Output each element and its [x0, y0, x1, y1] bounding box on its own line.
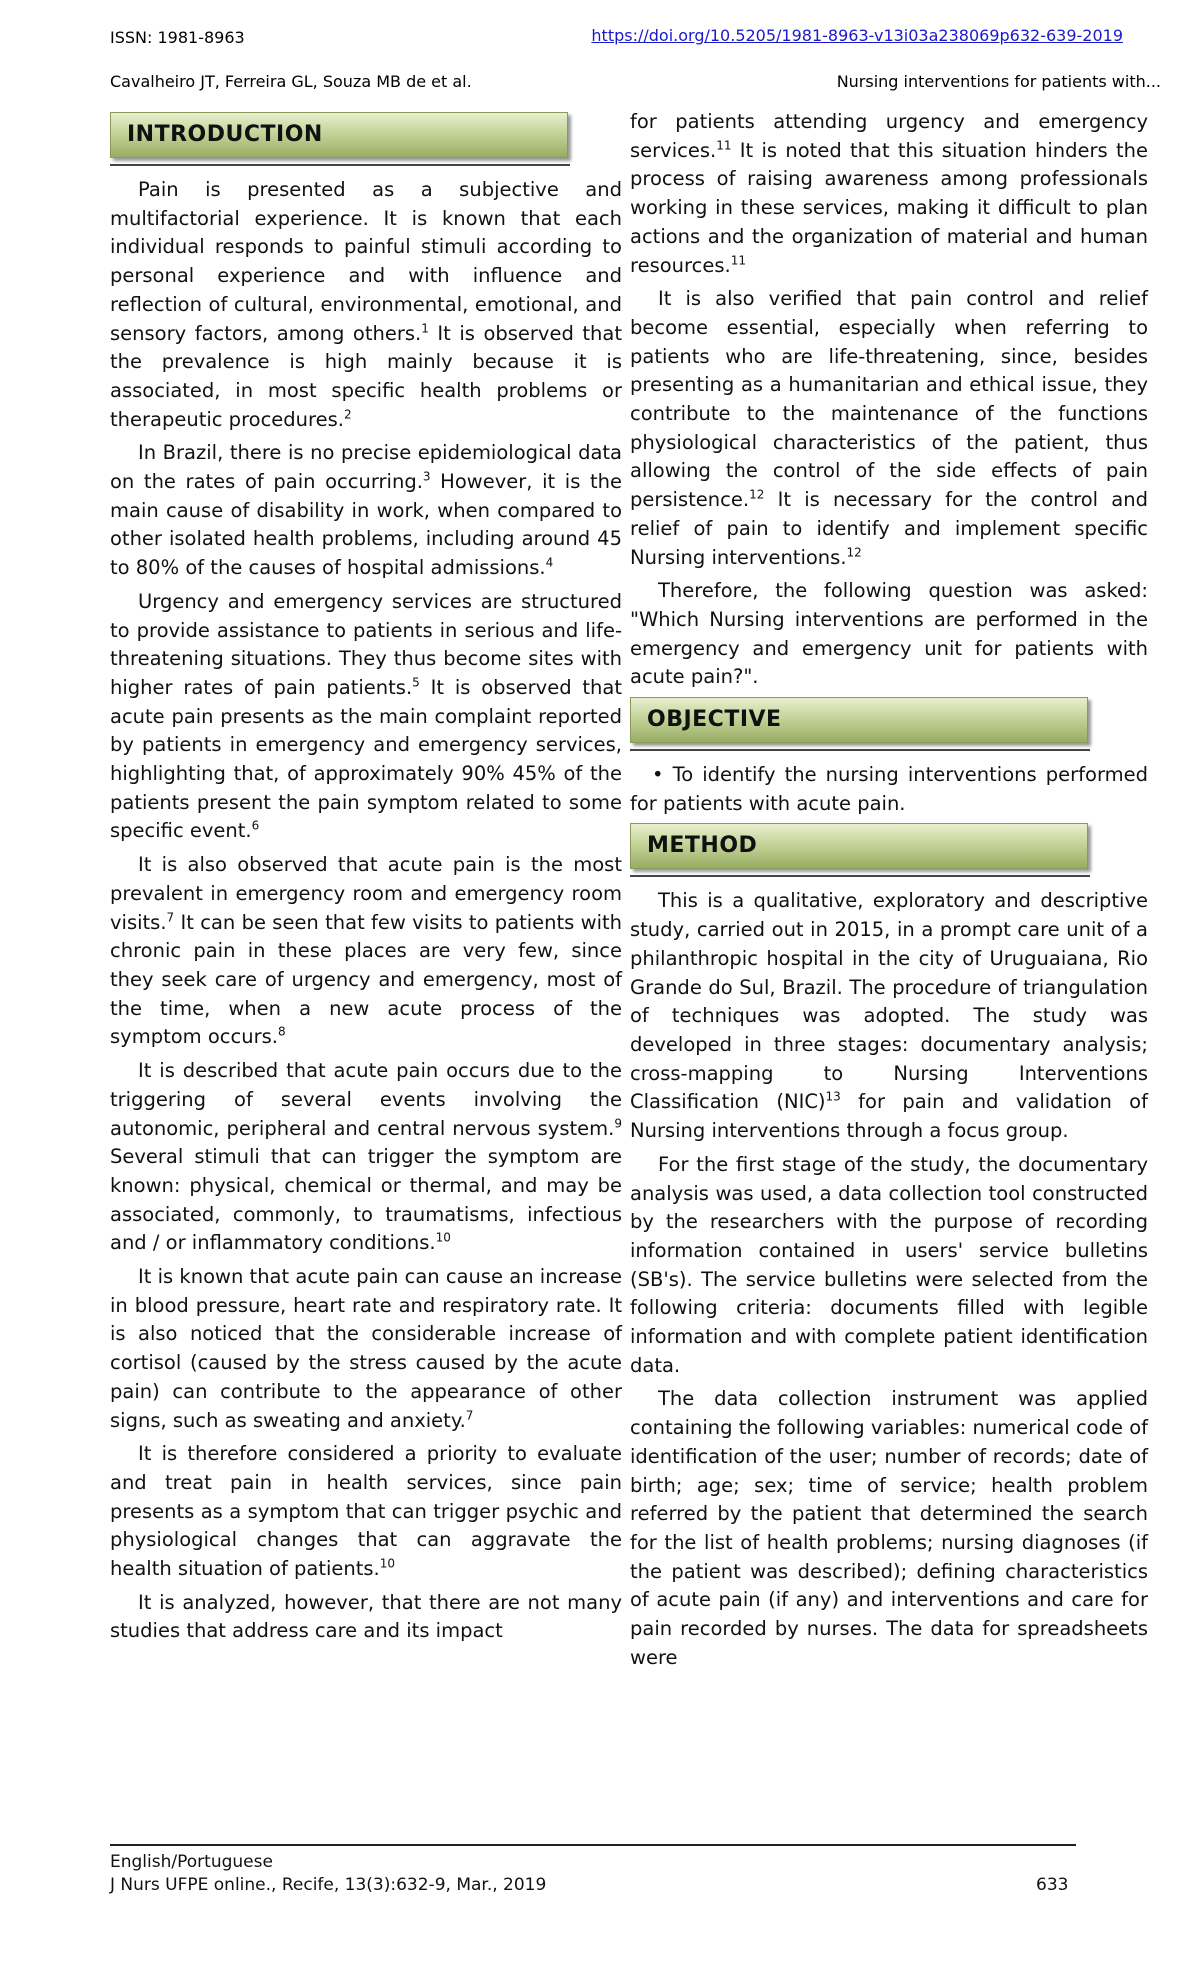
paragraph — [630, 108, 1148, 280]
paragraph-text: It is also observed that acute pain is the most prevalent in emergency room and emergency room visits. — [110, 853, 622, 934]
paragraph — [110, 851, 622, 1052]
paragraph — [630, 1151, 1148, 1381]
paragraph-text: It is also verified that pain control and relief become essential, especially when referring to patients who are life-threatening, since, besides presenting as a humanitarian and ethical issue, they contribute to the maintenance of the functions physiological characteristics of the patient, thus allowing the control of the side effects of pain persistence. — [630, 287, 1148, 512]
paragraph-text: For the first stage of the study, the documentary analysis was used, a data collection tool constructed by the researchers with the purpose of recording information contained in users' service bulletins (SB's). The service bulletins were selected from the following criteria: documents filled with legible information and with complete patient identification data. — [630, 1152, 1148, 1377]
paragraph-text: It can be seen that few visits to patients with chronic pain in these places are very few, since they seek care of urgency and emergency, most of the time, when a new acute process of the symptom occurs. — [110, 910, 622, 1049]
citation-superscript: 11 — [716, 138, 732, 153]
objective-heading-block — [630, 697, 1148, 751]
citation-superscript: 3 — [422, 469, 431, 484]
paragraph-text: In Brazil, there is no precise epidemiological data on the rates of pain occurring. — [110, 441, 622, 494]
introduction-body — [110, 176, 622, 1646]
paragraph-text: Pain is presented as a subjective and multifactorial experience. It is known that each individual responds to painful stimuli according to personal experience and with influence and reflection of cultural, environmental, emotional, and sensory factors, among others. — [110, 178, 622, 345]
paragraph-text: It is analyzed, however, that there are not many studies that address care and its impact — [110, 1590, 622, 1643]
paragraph — [630, 577, 1148, 692]
citation-superscript: 9 — [614, 1116, 622, 1130]
method-body — [630, 887, 1148, 1672]
paragraph — [110, 1589, 622, 1646]
paragraph-text: The data collection instrument was applied containing the following variables: numerical code of identification of the user; number of records; date of birth; age; sex; time of service; health problem referred by the patient that determined the search for the list of health problems; nursing diagnoses (if the patient was described); defining characteristics of acute pain (if any) and interventions and care for pain recorded by nurses. The data for spreadsheets were — [630, 1387, 1148, 1669]
paragraph-text: This is a qualitative, exploratory and descriptive study, carried out in 2015, in a prompt care unit of a philanthropic hospital in the city of Uruguaiana, Rio Grande do Sul, Brazil. The procedure of triangulation of techniques was adopted. The study was developed in three stages: documentary analysis; cross-mapping to Nursing Interventions Classification (NIC) — [630, 889, 1148, 1114]
citation-superscript: 11 — [730, 253, 746, 268]
paragraph-text: It is therefore considered a priority to evaluate and treat pain in health services, since pain presents as a symptom that can trigger psychic and physiological changes that can aggravate the health situation of patients. — [110, 1442, 622, 1581]
citation-superscript: 12 — [846, 545, 862, 560]
paragraph-text: Urgency and emergency services are structured to provide assistance to patients in serious and life-threatening situations. They thus become sites with higher rates of pain patients. — [110, 589, 622, 699]
paragraph — [630, 1385, 1148, 1672]
paragraph-text: It is known that acute pain can cause an increase in blood pressure, heart rate and respiratory rate. It is also noticed that the considerable increase of cortisol (caused by the stress caused by the acute pain) can contribute to the appearance of other signs, such as sweating and anxiety. — [110, 1265, 622, 1432]
introduction-body-continued — [630, 108, 1148, 692]
page-number: 633 — [1036, 1875, 1069, 1895]
paragraph — [630, 887, 1148, 1145]
paragraph — [110, 588, 622, 846]
citation-superscript: 13 — [825, 1089, 841, 1104]
citation-superscript: 1 — [421, 321, 429, 336]
paragraph — [110, 1263, 622, 1435]
right-column — [630, 108, 1148, 1677]
footer-language: English/Portuguese — [110, 1852, 273, 1872]
paragraph-text: It is noted that this situation hinders the process of raising awareness among professionals working in these services, making it difficult to plan actions and the organization of material and human resources. — [630, 138, 1148, 277]
citation-superscript: 10 — [379, 1556, 396, 1571]
citation-superscript: 12 — [749, 487, 765, 502]
footer-divider — [110, 1844, 1076, 1846]
paragraph — [110, 1440, 622, 1584]
citation-superscript: 7 — [465, 1408, 474, 1423]
footer-journal-citation: J Nurs UFPE online., Recife, 13(3):632-9, Mar., 2019 — [110, 1875, 547, 1895]
paragraph-text: Several stimuli that can trigger the symptom are known: physical, chemical or thermal, and may be associated, commonly, to traumatisms, infectious and / or inflammatory conditions. — [110, 1145, 622, 1255]
introduction-heading: INTRODUCTION — [110, 112, 568, 158]
authors-line: Cavalheiro JT, Ferreira GL, Souza MB de et al. — [110, 72, 472, 91]
paragraph — [630, 285, 1148, 572]
method-heading: METHOD — [630, 823, 1088, 869]
citation-superscript: 5 — [412, 675, 420, 690]
citation-superscript: 7 — [166, 910, 175, 925]
citation-superscript: 10 — [435, 1230, 451, 1245]
objective-bullet: • To identify the nursing interventions performed for patients with acute pain. — [630, 763, 1148, 815]
citation-superscript: 8 — [277, 1024, 286, 1039]
paragraph-text: It is described that acute pain occurs due to the triggering of several events involving the autonomic, peripheral and central nervous system. — [110, 1059, 622, 1140]
objective-heading: OBJECTIVE — [630, 697, 1088, 743]
citation-superscript: 6 — [251, 818, 260, 833]
paragraph — [110, 439, 622, 583]
paragraph — [110, 176, 622, 434]
left-column — [110, 108, 622, 1651]
paragraph-text: Therefore, the following question was asked: "Which Nursing interventions are performed in the emergency and emergency unit for patients with acute pain?". — [630, 579, 1148, 689]
paragraph-text: However, it is the main cause of disability in work, when compared to other isolated health problems, including around 45 to 80% of the causes of hospital admissions. — [110, 470, 622, 580]
paragraph-text: for patients attending urgency and emergency services. — [630, 110, 1148, 162]
citation-superscript: 2 — [343, 407, 352, 422]
paragraph-text: for pain and validation of Nursing interventions through a focus group. — [630, 1090, 1148, 1143]
doi-link[interactable]: https://doi.org/10.5205/1981-8963-v13i03a238069p632-639-2019 — [591, 26, 1123, 45]
method-heading-block — [630, 823, 1148, 877]
running-title: Nursing interventions for patients with... — [836, 72, 1161, 91]
introduction-heading-block — [110, 112, 622, 166]
paragraph-text: It is necessary for the control and relief of pain to identify and implement specific Nursing interventions. — [630, 488, 1148, 569]
issn-label: ISSN: 1981-8963 — [110, 28, 245, 47]
paragraph — [110, 1057, 622, 1258]
citation-superscript: 4 — [545, 555, 554, 570]
paragraph-text: It is observed that the prevalence is high mainly because it is associated, in most specific health problems or therapeutic procedures. — [110, 321, 622, 431]
paragraph-text: It is observed that acute pain presents as the main complaint reported by patients in emergency and emergency services, highlighting that, of approximately 90% 45% of the patients present the pain symptom related to some specific event. — [110, 675, 622, 843]
